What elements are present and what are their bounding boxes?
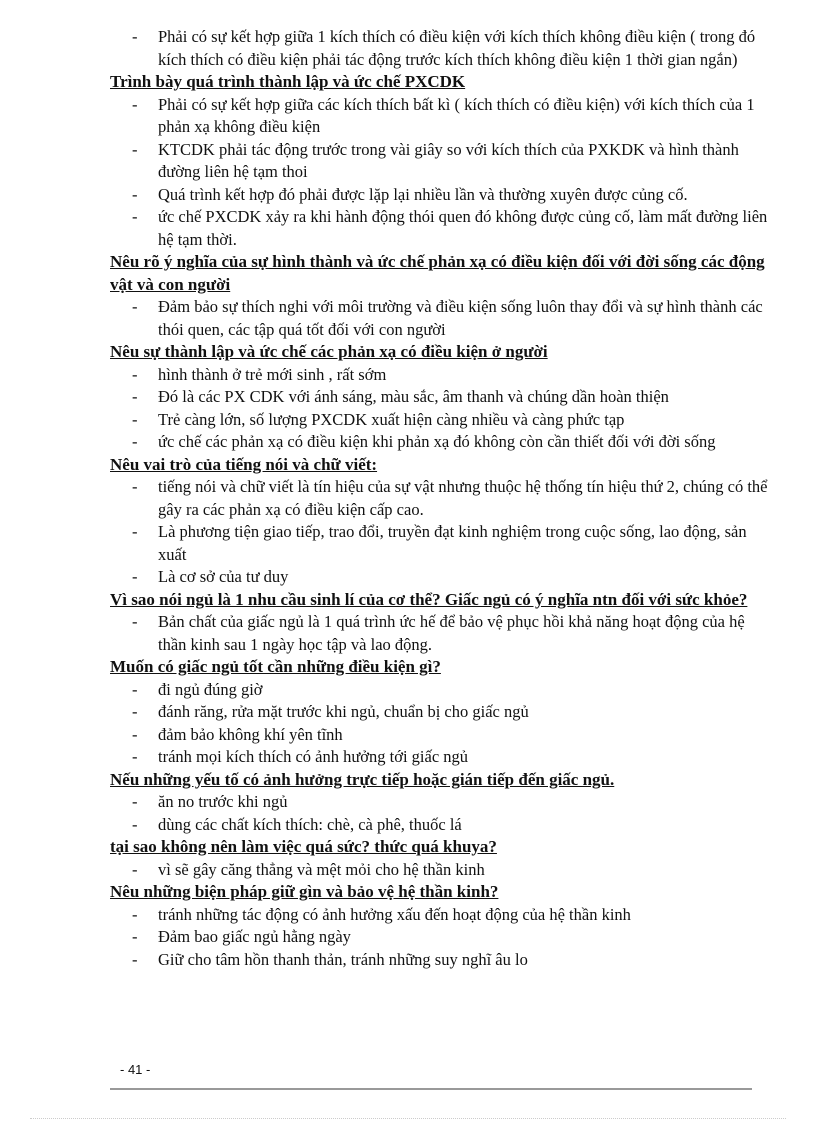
list-item-text: vì sẽ gây căng thẳng và mệt mỏi cho hệ thần kinh bbox=[158, 859, 485, 879]
bullet-dash: - bbox=[132, 522, 138, 541]
section-heading: Trình bày quá trình thành lập và ức chế PXCDK bbox=[110, 72, 466, 91]
list-item bbox=[132, 746, 770, 769]
bullet-dash: - bbox=[132, 859, 138, 879]
list-item-text: Là cơ sở của tư duy bbox=[158, 567, 289, 586]
section-heading: Muốn có giấc ngủ tốt cần những điều kiện gì? bbox=[110, 657, 441, 676]
list-item bbox=[132, 476, 770, 521]
bullet-dash: - bbox=[132, 814, 138, 834]
bullet-dash: - bbox=[132, 747, 138, 766]
bullet-dash: - bbox=[132, 567, 138, 586]
footer-divider bbox=[110, 1088, 752, 1090]
list-item bbox=[132, 791, 770, 814]
bullet-dash: - bbox=[132, 184, 138, 204]
section-heading: Nêu rõ ý nghĩa của sự hình thành và ức chế phản xạ có điều kiện đối với đời sống các động vật và con người bbox=[110, 252, 765, 294]
list-item bbox=[132, 521, 770, 566]
bullet-list bbox=[110, 791, 770, 836]
bullet-dash: - bbox=[132, 409, 138, 429]
list-item-text: ức chế PXCDK xảy ra khi hành động thói quen đó không được củng cố, làm mất đường liên hệ tạm thời. bbox=[158, 207, 768, 249]
bullet-dash: - bbox=[132, 432, 138, 451]
page-edge-dots bbox=[30, 1118, 786, 1119]
list-item-text: hình thành ở trẻ mới sinh , rất sớm bbox=[158, 364, 387, 384]
bullet-dash: - bbox=[132, 702, 138, 721]
list-item bbox=[132, 139, 770, 184]
bullet-list bbox=[110, 679, 770, 769]
list-item bbox=[132, 409, 770, 432]
bullet-dash: - bbox=[132, 904, 138, 924]
bullet-dash: - bbox=[132, 949, 138, 969]
list-item bbox=[132, 679, 770, 702]
section-heading: Nếu những yếu tố có ảnh hưởng trực tiếp hoặc gián tiếp đến giấc ngủ. bbox=[110, 769, 615, 789]
bullet-dash: - bbox=[132, 792, 138, 811]
list-item-text: ức chế các phản xạ có điều kiện khi phản xạ đó không còn cần thiết đối với đời sống bbox=[158, 432, 716, 451]
list-item bbox=[132, 386, 770, 409]
list-item-text: tiếng nói và chữ viết là tín hiệu của sự vật nhưng thuộc hệ thống tín hiệu thứ 2, chúng có thể gây ra các phản xạ có điều kiện cấp cao. bbox=[158, 477, 768, 519]
bullet-list bbox=[110, 476, 770, 589]
section-heading: Vì sao nói ngủ là 1 nhu cầu sinh lí của cơ thể? Giấc ngủ có ý nghĩa ntn đối với sức khỏe? bbox=[110, 589, 748, 609]
list-item bbox=[132, 814, 770, 837]
list-item-text: KTCDK phải tác động trước trong vài giây so với kích thích của PXKDK và hình thành đường liên hệ tạm thoi bbox=[158, 139, 739, 181]
list-item bbox=[132, 926, 770, 949]
list-item-text: Quá trình kết hợp đó phải được lặp lại nhiều lần và thường xuyên được củng cố. bbox=[158, 184, 688, 204]
page-number: - 41 - bbox=[120, 1062, 151, 1077]
bullet-dash: - bbox=[132, 94, 138, 114]
list-item-text: đảm bảo không khí yên tĩnh bbox=[158, 724, 343, 744]
list-item-text: Giữ cho tâm hồn thanh thản, tránh những suy nghĩ âu lo bbox=[158, 949, 528, 969]
list-item-text: Là phương tiện giao tiếp, trao đổi, truyền đạt kinh nghiệm trong cuộc sống, lao động, sản xuất bbox=[158, 522, 747, 564]
bullet-dash: - bbox=[132, 139, 138, 159]
list-item bbox=[132, 431, 770, 454]
bullet-dash: - bbox=[132, 477, 138, 496]
list-item bbox=[132, 949, 770, 972]
list-item bbox=[132, 701, 770, 724]
bullet-dash: - bbox=[132, 207, 138, 226]
list-item-text: Phải có sự kết hợp giữa các kích thích bất kì ( kích thích có điều kiện) với kích thích của 1 phản xạ không điều kiện bbox=[158, 94, 755, 136]
bullet-dash: - bbox=[132, 364, 138, 384]
bullet-dash: - bbox=[132, 612, 138, 631]
bullet-list bbox=[110, 26, 770, 71]
bullet-list bbox=[110, 94, 770, 252]
section-heading: Nêu sự thành lập và ức chế các phản xạ có điều kiện ở người bbox=[110, 342, 548, 361]
list-item bbox=[132, 206, 770, 251]
section-heading: Nêu vai trò của tiếng nói và chữ viết: bbox=[110, 454, 378, 474]
list-item-text: Đó là các PX CDK với ánh sáng, màu sắc, âm thanh và chúng dần hoàn thiện bbox=[158, 387, 669, 406]
list-item-text: ăn no trước khi ngủ bbox=[158, 792, 288, 811]
bullet-dash: - bbox=[132, 679, 138, 699]
list-item bbox=[132, 724, 770, 747]
bullet-list bbox=[110, 904, 770, 972]
list-item bbox=[132, 611, 770, 656]
section-heading: tại sao không nên làm việc quá sức? thức quá khuya? bbox=[110, 837, 497, 856]
list-item-text: đi ngủ đúng giờ bbox=[158, 679, 263, 699]
bullet-list bbox=[110, 296, 770, 341]
list-item-text: Phải có sự kết hợp giữa 1 kích thích có điều kiện với kích thích không điều kiện ( trong đó kích thích có điều kiện phải tác động trước kích thích không điều kiện 1 thời gian ngắn) bbox=[158, 27, 756, 69]
bullet-list bbox=[110, 859, 770, 882]
list-item bbox=[132, 566, 770, 589]
list-item bbox=[132, 296, 770, 341]
list-item bbox=[132, 94, 770, 139]
bullet-list bbox=[110, 364, 770, 454]
bullet-list bbox=[110, 611, 770, 656]
list-item bbox=[132, 184, 770, 207]
bullet-dash: - bbox=[132, 297, 138, 316]
section-heading: Nêu những biện pháp giữ gìn và bảo vệ hệ thần kinh? bbox=[110, 882, 499, 901]
bullet-dash: - bbox=[132, 927, 138, 946]
list-item bbox=[132, 364, 770, 387]
list-item bbox=[132, 26, 770, 71]
list-item-text: đánh răng, rửa mặt trước khi ngủ, chuẩn bị cho giấc ngủ bbox=[158, 702, 529, 721]
list-item-text: Trẻ càng lớn, số lượng PXCDK xuất hiện càng nhiều và càng phức tạp bbox=[158, 409, 625, 429]
list-item-text: Đảm bao giấc ngủ hằng ngày bbox=[158, 927, 351, 946]
bullet-dash: - bbox=[132, 724, 138, 744]
list-item-text: Bản chất của giấc ngủ là 1 quá trình ức hế để bảo vệ phục hồi khả năng hoạt động của hệ thần kinh sau 1 ngày học tập và lao động. bbox=[158, 612, 745, 654]
bullet-dash: - bbox=[132, 27, 138, 46]
document-content bbox=[110, 26, 770, 971]
list-item bbox=[132, 859, 770, 882]
bullet-dash: - bbox=[132, 387, 138, 406]
list-item bbox=[132, 904, 770, 927]
list-item-text: tránh mọi kích thích có ảnh hưởng tới giấc ngủ bbox=[158, 747, 469, 766]
list-item-text: dùng các chất kích thích: chè, cà phê, thuốc lá bbox=[158, 814, 462, 834]
list-item-text: tránh những tác động có ảnh hưởng xấu đến hoạt động của hệ thần kinh bbox=[158, 904, 631, 924]
list-item-text: Đảm bảo sự thích nghi với môi trường và điều kiện sống luôn thay đổi và sự hình thành các thói quen, các tập quá tốt đối với con người bbox=[158, 297, 763, 339]
